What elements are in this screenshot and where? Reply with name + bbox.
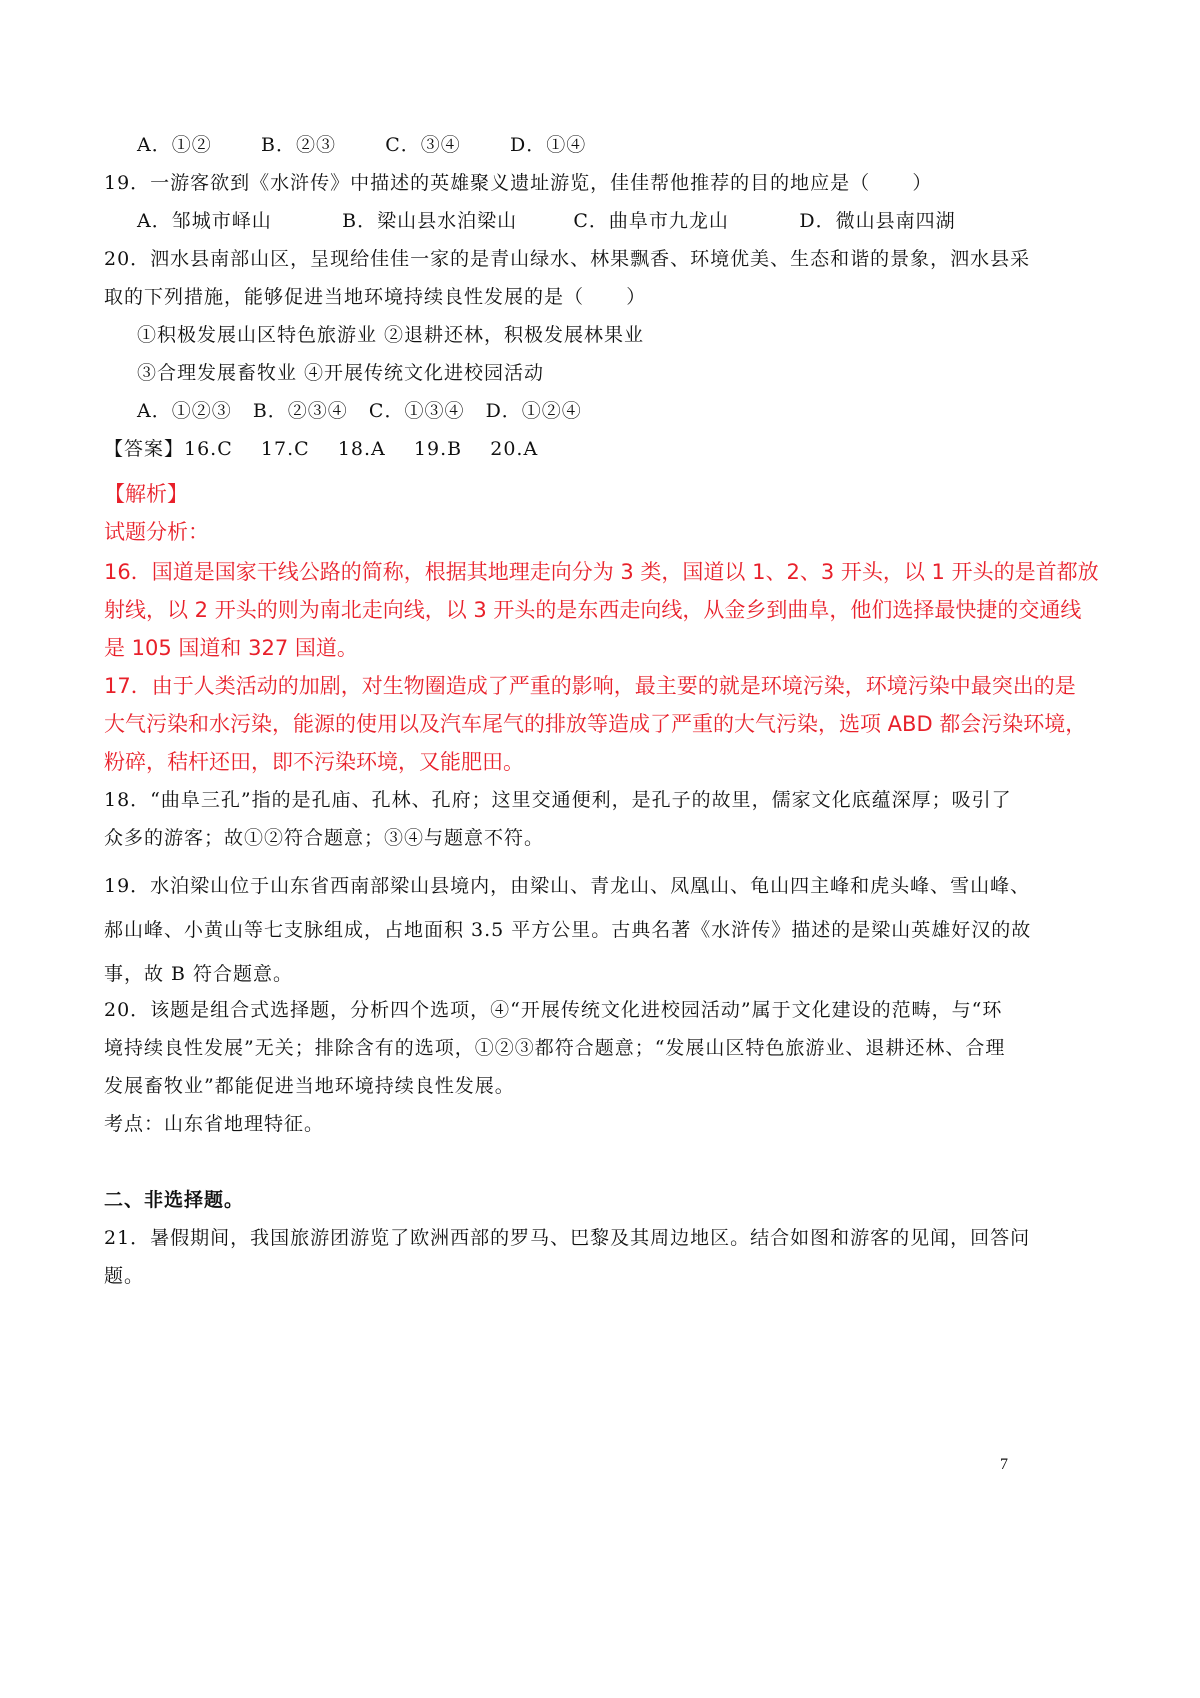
question-21-line2: 题。 — [104, 1265, 145, 1287]
analysis-20-line1: 20．该题是组合式选择题，分析四个选项，④“开展传统文化进校园活动”属于文化建设的范畴，与“环 — [104, 999, 1003, 1021]
analysis-20-line2: 境持续良性发展”无关；排除含有的选项，①②③都符合题意；“发展山区特色旅游业、退耕还林、合理 — [104, 1037, 1006, 1059]
question-19-options: A．邹城市峄山 B．梁山县水泊梁山 C．曲阜市九龙山 D．微山县南四湖 — [137, 210, 956, 232]
answer-line: 【答案】16.C 17.C 18.A 19.B 20.A — [104, 438, 539, 460]
question-18-options: A．①② B．②③ C．③④ D．①④ — [137, 134, 587, 156]
kaodian-line: 考点：山东省地理特征。 — [104, 1113, 325, 1135]
analysis-16-line1: 16．国道是国家干线公路的简称，根据其地理走向分为 3 类，国道以 1、2、3 开头，以 1 开头的是首都放 — [104, 560, 1099, 584]
question-20-stem-line2: 取的下列措施，能够促进当地环境持续良性发展的是（ ） — [104, 286, 647, 308]
analysis-18-line2: 众多的游客；故①②符合题意；③④与题意不符。 — [104, 827, 545, 849]
analysis-16-line2: 射线，以 2 开头的则为南北走向线，以 3 开头的是东西走向线，从金乡到曲阜，他们选择最快捷的交通线 — [104, 598, 1082, 622]
analysis-17-line2: 大气污染和水污染，能源的使用以及汽车尾气的排放等造成了严重的大气污染，选项 ABD 都会污染环境， — [104, 712, 1087, 736]
analysis-16-line3: 是 105 国道和 327 国道。 — [104, 636, 358, 660]
question-21-line1: 21．暑假期间，我国旅游团游览了欧洲西部的罗马、巴黎及其周边地区。结合如图和游客的见闻，回答问 — [104, 1227, 1031, 1249]
analysis-18-line1: 18．“曲阜三孔”指的是孔庙、孔林、孔府；这里交通便利，是孔子的故里，儒家文化底蕴深厚；吸引了 — [104, 789, 1012, 811]
analysis-heading: 【解析】 — [104, 482, 188, 506]
question-20-options: A．①②③ B．②③④ C．①③④ D．①②④ — [137, 400, 582, 422]
analysis-17-line3: 粉碎，秸杆还田，即不污染环境，又能肥田。 — [104, 750, 524, 774]
question-19-stem: 19．一游客欲到《水浒传》中描述的英雄聚义遗址游览，佳佳帮他推荐的目的地应是（ ） — [104, 172, 933, 194]
question-20-stem-line1: 20．泗水县南部山区，呈现给佳佳一家的是青山绿水、林果飘香、环境优美、生态和谐的景象，泗水县采 — [104, 248, 1031, 270]
analysis-17-line1: 17．由于人类活动的加剧，对生物圈造成了严重的影响，最主要的就是环境污染，环境污染中最突出的是 — [104, 674, 1076, 698]
analysis-19-line1: 19．水泊梁山位于山东省西南部梁山县境内，由梁山、青龙山、凤凰山、龟山四主峰和虎头峰、雪山峰、 — [104, 875, 1031, 897]
analysis-19-line2: 郝山峰、小黄山等七支脉组成，占地面积 3.5 平方公里。古典名著《水浒传》描述的是梁山英雄好汉的故 — [104, 919, 1032, 941]
analysis-19-line3: 事，故 B 符合题意。 — [104, 963, 294, 985]
analysis-subheading: 试题分析： — [104, 520, 209, 544]
question-20-item-line1: ①积极发展山区特色旅游业 ②退耕还林，积极发展林果业 — [137, 324, 645, 346]
analysis-20-line3: 发展畜牧业”都能促进当地环境持续良性发展。 — [104, 1075, 515, 1097]
question-20-item-line2: ③合理发展畜牧业 ④开展传统文化进校园活动 — [137, 362, 545, 384]
page-number: 7 — [1000, 1456, 1008, 1473]
section-2-heading: 二、非选择题。 — [104, 1189, 245, 1211]
